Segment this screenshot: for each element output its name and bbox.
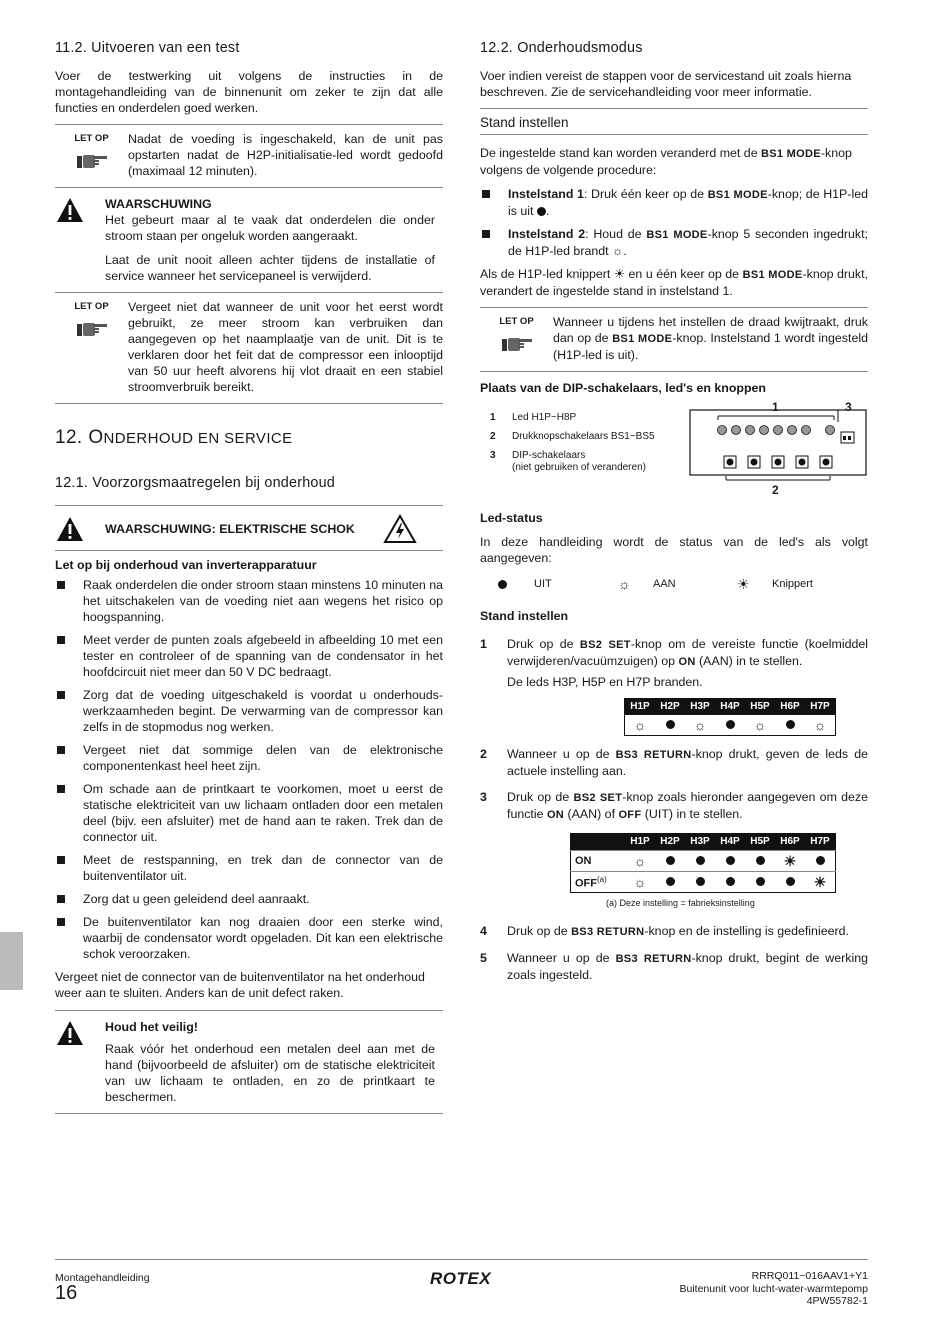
inverter-heading: Let op bij onderhoud van inverterapparatuur [55,558,317,572]
dip-heading: Plaats van de DIP-schakelaars, led's en knoppen [480,381,766,395]
note-let-op-1 [55,124,443,187]
step-2: 2 Wanneer u op de BS3 RETURN-knop drukt, geven de leds de actuele instelling aan. [480,747,868,778]
led-off-icon [498,580,507,589]
pointing-hand-icon [75,320,109,338]
note-3-text: Wanneer u tijdens het instellen de draad kwijtraakt, druk dan op de BS1 MODE-knop. Instelstand 1 wordt ingesteld (H1P-led is uit). [553,315,868,362]
warning-box-electric [55,505,443,550]
stand-instellen-title: Stand instellen [480,115,868,135]
led-header: H6P [775,699,805,716]
led-blink-icon: ☀ [775,851,805,872]
diagram-label-1: 1 [772,400,779,414]
electric-shock-icon [383,514,417,544]
led-off-icon [726,856,735,865]
warning-3-text: Raak vóór het onderhoud een metalen deel aan met de hand (bijvoorbeeld de afsluiter) om de statische elektriciteit van uw lichaam te ontladen, en zo de printkaart te beschermen. [105,1042,435,1104]
warning-icon [55,1019,105,1105]
led-on-icon: ☼ [753,717,767,733]
note-1-text: Nadat de voeding is ingeschakeld, kan de unit pas opstarten nadat de H2P-initialisatie-led wordt gedoofd (maximaal 12 minuten). [128,132,443,178]
warning-icon [55,515,85,543]
pointing-hand-icon [75,152,109,170]
led-on-icon: ☼ [813,717,827,733]
led-row-label: ON [571,851,626,872]
led-off-icon [666,877,675,886]
step-4: 4 Druk op de BS3 RETURN-knop en de instelling is gedefinieerd. [480,924,849,938]
section-12-1-title: 12.1. Voorzorgsmaatregelen bij onderhoud [55,475,336,491]
note-let-op-2 [55,292,443,404]
led-off-icon [666,856,675,865]
led-header: H5P [745,699,775,716]
led-header: H3P [685,834,715,851]
led-off-icon [696,856,705,865]
footer-doc-type: Montagehandleiding [55,1272,150,1284]
section-12-2-title: 12.2. Onderhoudsmodus [480,40,643,56]
list-item: Vergeet niet dat sommige delen van de elektronische componentenkast heel heet zijn. [55,742,443,774]
step-1: 1 Druk op de BS2 SET-knop om de vereiste functie (koelmiddel verwijderen/vacuümzuigen) op ON (AAN) in te stellen. De leds H3P, H5P en H7P branden. [480,637,869,689]
let-op-icon: LET OP [480,314,553,363]
ledstatus-text: In deze handleiding wordt de status van de led's als volgt aangegeven: [480,535,868,565]
let-op-icon: LET OP [55,131,128,179]
let-op-icon: LET OP [55,299,128,395]
step-5: 5 Wanneer u op de BS3 RETURN-knop drukt, begint de werking zoals ingesteld. [480,951,868,982]
chapter-12-title: 12. ONDERHOUD EN SERVICE [55,427,293,448]
note-let-op-3 [480,307,868,372]
warning-box-3 [55,1010,443,1114]
led-legend: UIT ☼ AAN ☀ Knippert [480,576,868,592]
led-off-icon [726,720,735,729]
connector-text: Vergeet niet de connector van de buitenventilator na het onderhoud weer aan te sluiten. Anders kan de unit defect raken. [55,970,425,1000]
table-2-note: (a) Deze instelling = fabrieksinstelling [606,898,755,908]
led-blink-icon: ☀ [805,872,836,893]
left-column [55,40,443,1114]
led-off-icon [786,877,795,886]
led-off-icon [756,877,765,886]
ledstatus-heading: Led-status [480,511,543,525]
led-off-icon [696,877,705,886]
list-item: Instelstand 1: Druk één keer op de BS1 MODE-knop; de H1P-led is uit . [480,186,868,219]
section-12-2-text: Voer indien vereist de stappen voor de servicestand uit zoals hierna beschreven. Zie de servicehandleiding voor meer informatie. [480,69,852,99]
led-off-icon [786,720,795,729]
section-11-2-text: Voer de testwerking uit volgens de instructies in de montagehandleiding van de binnenunit om zeker te zijn dat alle functies en onderdelen goed werken. [55,69,443,115]
led-header: H1P [625,699,656,716]
list-item: Zorg dat de voeding uitgeschakeld is voordat u onderhouds-werkzaamheden begint. De verwarming van de compressor kan zelfs in de stopmodus nog werken. [55,687,443,735]
diagram-label-2: 2 [772,483,779,497]
led-off-icon [816,856,825,865]
bullet-list [55,577,443,962]
warning-icon [55,196,105,284]
led-off-icon [666,720,675,729]
warning-3-title: Houd het veilig! [105,1020,198,1034]
led-off-icon [726,877,735,886]
led-on-icon: ☼ [633,717,647,733]
led-header: H1P [625,834,655,851]
warning-1-p2: Laat de unit nooit alleen achter tijdens de installatie of service wanneer het servicepaneel is verwijderd. [105,253,435,283]
list-item: Raak onderdelen die onder stroom staan minstens 10 minuten na het uitschakelen van de voeding niet aan wegens het risico op hoogspanning. [55,577,443,625]
led-header: H3P [685,699,715,716]
led-header: H5P [745,834,775,851]
chapter-tab [0,932,23,990]
led-table-1 [624,698,868,736]
led-header: H4P [715,834,745,851]
led-table-2 [570,833,868,911]
brand-logo: ROTEX [430,1269,492,1288]
led-header: H2P [655,834,685,851]
warning-2-title: WAARSCHUWING: ELEKTRISCHE SCHOK [105,522,355,536]
led-on-icon: ☼ [612,244,624,258]
warning-1-title: WAARSCHUWING [105,197,212,211]
warning-box-1 [55,187,443,292]
led-row-label: OFF$^{(a)}$ [571,872,626,893]
led-on-icon: ☼ [625,872,655,893]
page-number: 16 [55,1282,78,1304]
led-off-icon [756,856,765,865]
step-3: 3 Druk op de BS2 SET-knop zoals hieronder aangegeven om deze functie ON (AAN) of OFF (UIT) in te stellen. [480,790,869,821]
led-on-icon: ☼ [693,717,707,733]
page-footer [55,1259,868,1307]
note-2-text: Vergeet niet dat wanneer de unit voor het eerst wordt gebruikt, ze meer stroom kan verbruiken dan aangegeven op het naamplaatje van de unit. Dit is te verklaren door het feit dat de compressor een inlooptijd van 50 uur heeft alvorens hij vlot draait en een stabiel stroomverbruik bereikt. [128,300,443,394]
led-on-icon: ☼ [618,576,631,592]
list-item: Meet de restspanning, en trek dan de connector van de buitenventilator uit. [55,852,443,884]
list-item: Om schade aan de printkaart te voorkomen, moet u eerst de statische elektriciteit van uw lichaam ontladen door een metalen deel (bijv. een afsluiter) met de hand aan te raken. Trek dan de connector uit. [55,781,443,845]
diagram-label-3: 3 [845,400,852,414]
led-blink-icon: ☀ [737,576,750,592]
led-header: H2P [655,699,685,716]
led-on-icon: ☼ [625,851,655,872]
led-off-icon [537,207,546,216]
stand2-heading: Stand instellen [480,609,569,623]
right-column [480,40,868,991]
knipper-text: Als de H1P-led knippert ☀ en u één keer op de BS1 MODE-knop drukt, verandert de ingestelde stand in instelstand 1. [480,267,868,298]
pointing-hand-icon [500,335,534,353]
dip-legend: 1 Led H1P~H8P 2 Drukknopschakelaars BS1~BS5 3 DIP-schakelaars (niet gebruiken of veranderen) [490,412,655,473]
list-item: Instelstand 2: Houd de BS1 MODE-knop 5 seconden ingedrukt; de H1P-led brandt ☼. [480,226,868,259]
footer-right: RRRQ011~016AAV1+Y1 Buitenunit voor lucht-water-warmtepomp 4PW55782-1 [679,1270,868,1307]
led-header: H7P [805,834,836,851]
dip-diagram-area [480,402,868,500]
list-item: De buitenventilator kan nog draaien door een sterke wind, waarbij de condensator wordt opgeladen. Dit kan een elektrische schok veroorzaken. [55,914,443,962]
led-blink-icon: ☀ [613,267,626,281]
led-header: H4P [715,699,745,716]
warning-1-p1: Het gebeurt maar al te vaak dat onderdelen die onder stroom staan per ongeluk worden aangeraakt. [105,213,435,243]
list-item: Zorg dat u geen geleidend deel aanraakt. [55,891,443,907]
led-header: H7P [805,699,836,716]
list-item: Meet verder de punten zoals afgebeeld in afbeelding 10 met een tester en controleer of de spanning van de condensator in het hoofdcircuit niet meer dan 50 V DC bedraagt. [55,632,443,680]
section-11-2-title: 11.2. Uitvoeren van een test [55,40,240,56]
led-header: H6P [775,834,805,851]
stand-intro: De ingestelde stand kan worden veranderd met de BS1 MODE-knop volgens de volgende procedure: [480,146,852,177]
